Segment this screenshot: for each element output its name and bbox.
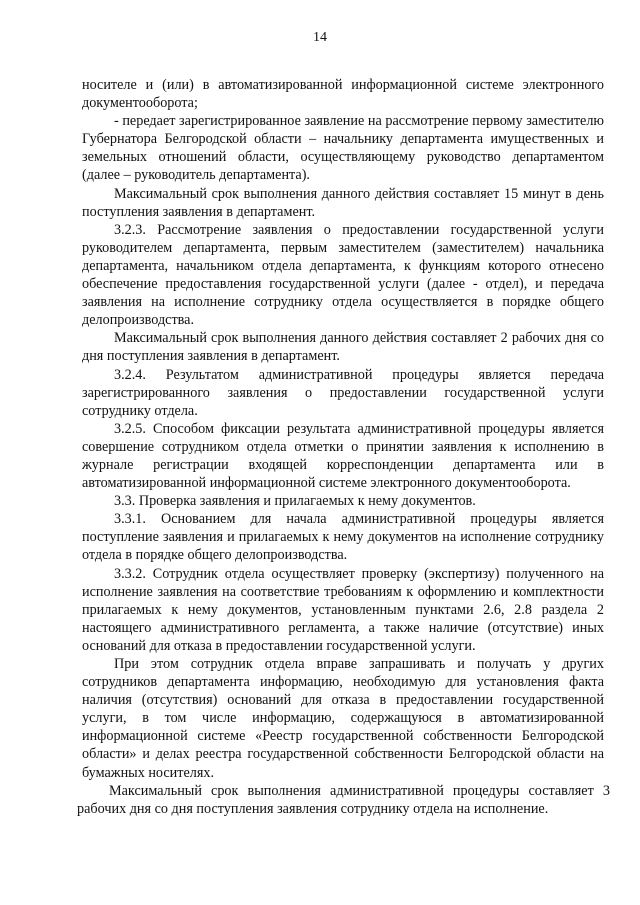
paragraph-3-3-heading: 3.3. Проверка заявления и прилагаемых к нему документов.: [114, 493, 476, 510]
paragraph-3-3-2: 3.3.2. Сотрудник отдела осуществляет проверку (экспертизу) полученного на исполнение заявления на соответствие требованиям к оформлению и комплектности прилагаемых к нему документов, установленным пунктами 2.6, 2.8 раздела 2 настоящего административного регламента, а также наличие (отсутствие) иных оснований для отказа в предоставлении государственной услуги.: [82, 565, 604, 654]
paragraph-max-time-2-days: Максимальный срок выполнения данного действия составляет 2 рабочих дня со дня поступления заявления в департамент.: [82, 330, 604, 365]
paragraph-3-2-5: 3.2.5. Способом фиксации результата административной процедуры является совершение сотрудником отдела отметки о принятии заявления к исполнению в журнале регистрации входящей корреспонденции департамента или в автоматизированной информационной системе электронного документооборота.: [82, 420, 604, 492]
page-number: 14: [313, 30, 327, 45]
paragraph-max-time-15-min: Максимальный срок выполнения данного действия составляет 15 минут в день поступления заявления в департамент.: [82, 185, 604, 220]
paragraph-continuation: носителе и (или) в автоматизированной информационной системе электронного документооборота;: [82, 77, 604, 112]
paragraph-employee-requests: При этом сотрудник отдела вправе запрашивать и получать у других сотрудников департамента информацию, необходимую для установления факта наличия (отсутствия) оснований для отказа в предоставлении государственной услуги, в том числе информацию, содержащуюся в автоматизированной информационной системе «Реестр государственной собственности Белгородской области» и делах реестра государственной собственности Белгородской области на бумажных носителях.: [82, 656, 604, 781]
paragraph-3-3-1: 3.3.1. Основанием для начала административной процедуры является поступление заявления и прилагаемых к нему документов на исполнение сотруднику отдела в порядке общего делопроизводства.: [82, 511, 604, 564]
paragraph-max-time-3-days: Максимальный срок выполнения административной процедуры составляет 3 рабочих дня со дня поступления заявления сотруднику отдела на исполнение.: [77, 782, 610, 817]
paragraph-bullet-transfer: - передает зарегистрированное заявление на рассмотрение первому заместителю Губернатора Белгородской области – начальнику департамента имущественных и земельных отношений области, осуществляющему руководство департаментом (далее – руководитель департамента).: [82, 113, 604, 184]
paragraph-3-2-4: 3.2.4. Результатом административной процедуры является передача зарегистрированного заявления о предоставлении государственной услуги сотруднику отдела.: [82, 366, 604, 419]
paragraph-3-2-3: 3.2.3. Рассмотрение заявления о предоставлении государственной услуги руководителем департамента, первым заместителем (заместителем) начальника департамента, начальником отдела департамента, к функциям которого отнесено обеспечение предоставления государственной услуги (далее - отдел), и передача заявления на исполнение сотруднику отдела осуществляется в порядке общего делопроизводства.: [82, 221, 604, 329]
document-body: [77, 76, 610, 818]
